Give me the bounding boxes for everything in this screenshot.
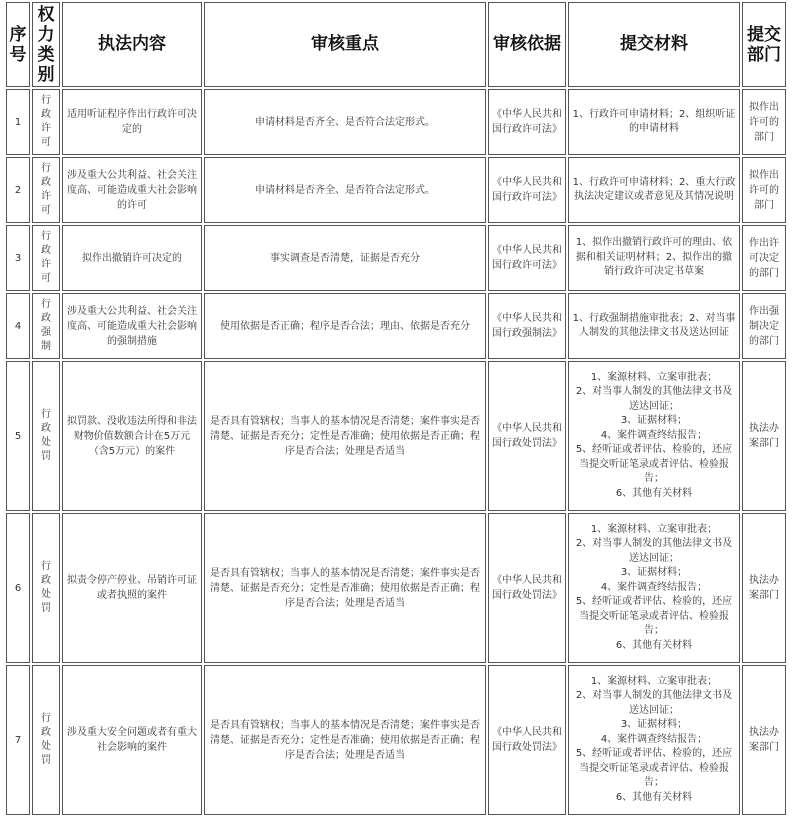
row-basis: 《中华人民共和国行政强制法》	[488, 293, 566, 359]
material-line: 1、案源材料、立案审批表；	[590, 675, 718, 687]
row-dept: 执法办案部门	[742, 513, 786, 663]
row-focus: 事实调查是否清楚，证据是否充分	[204, 225, 486, 291]
header-seq: 序号	[6, 2, 30, 87]
row-content: 涉及重大公共利益、社会关注度高、可能造成重大社会影响的强制措施	[62, 293, 202, 359]
row-focus: 申请材料是否齐全、是否符合法定形式。	[204, 157, 486, 223]
row-content: 拟罚款、没收违法所得和非法财物价值数额合计在5万元（含5万元）的案件	[62, 361, 202, 511]
material-line: 1、案源材料、立案审批表；	[590, 371, 718, 383]
row-content: 涉及重大公共利益、社会关注度高、可能造成重大社会影响的许可	[62, 157, 202, 223]
row-basis: 《中华人民共和国行政许可法》	[488, 157, 566, 223]
material-line: 6、其他有关材料	[615, 639, 693, 651]
row-content: 适用听证程序作出行政许可决定的	[62, 89, 202, 155]
material-line: 3、证据材料；	[620, 415, 688, 427]
row-materials: 1、行政许可申请材料；2、组织听证的申请材料	[568, 89, 740, 155]
table-row	[6, 157, 786, 223]
row-basis: 《中华人民共和国行政处罚法》	[488, 513, 566, 663]
material-line: 4、案件调查终结报告；	[600, 733, 708, 745]
material-line: 3、证据材料；	[620, 567, 688, 579]
row-category: 行政强制	[32, 293, 60, 359]
material-line: 4、案件调查终结报告；	[600, 581, 708, 593]
row-seq: 5	[6, 361, 30, 511]
row-dept: 作出强制决定的部门	[742, 293, 786, 359]
material-line: 2、对当事人制发的其他法律文书及送达回证；	[575, 538, 733, 564]
row-focus: 是否具有管辖权；当事人的基本情况是否清楚；案件事实是否清楚、证据是否充分；定性是否准确；使用依据是否正确；程序是否合法；处理是否适当	[204, 513, 486, 663]
table-row	[6, 513, 786, 663]
row-category: 行政处罚	[32, 361, 60, 511]
material-line: 5、经听证或者评估、检验的，还应当提交听证笔录或者评估、检验报告；	[575, 444, 733, 485]
row-seq: 1	[6, 89, 30, 155]
row-basis: 《中华人民共和国行政许可法》	[488, 89, 566, 155]
row-seq: 7	[6, 665, 30, 815]
header-content: 执法内容	[62, 2, 202, 87]
table-row	[6, 225, 786, 291]
row-content: 涉及重大安全问题或者有重大社会影响的案件	[62, 665, 202, 815]
header-dept: 提交部门	[742, 2, 786, 87]
row-focus: 使用依据是否正确；程序是否合法；理由、依据是否充分	[204, 293, 486, 359]
row-seq: 4	[6, 293, 30, 359]
table-row	[6, 293, 786, 359]
row-focus: 是否具有管辖权；当事人的基本情况是否清楚；案件事实是否清楚、证据是否充分；定性是否准确；使用依据是否正确；程序是否合法；处理是否适当	[204, 361, 486, 511]
table-row	[6, 361, 786, 511]
row-materials	[568, 361, 740, 511]
row-materials	[568, 513, 740, 663]
row-materials: 1、拟作出撤销行政许可的理由、依据和相关证明材料；2、拟作出的撤销行政许可决定书草案	[568, 225, 740, 291]
material-line: 5、经听证或者评估、检验的，还应当提交听证笔录或者评估、检验报告；	[575, 596, 733, 637]
table-row	[6, 665, 786, 815]
header-basis: 审核依据	[488, 2, 566, 87]
row-category: 行政处罚	[32, 513, 60, 663]
row-basis: 《中华人民共和国行政许可法》	[488, 225, 566, 291]
review-table	[4, 0, 788, 817]
row-basis: 《中华人民共和国行政处罚法》	[488, 665, 566, 815]
row-dept: 拟作出许可的部门	[742, 89, 786, 155]
row-focus: 是否具有管辖权；当事人的基本情况是否清楚；案件事实是否清楚、证据是否充分；定性是否准确；使用依据是否正确；程序是否合法；处理是否适当	[204, 665, 486, 815]
material-line: 5、经听证或者评估、检验的，还应当提交听证笔录或者评估、检验报告；	[575, 748, 733, 789]
row-category: 行政许可	[32, 89, 60, 155]
header-category: 权力类别	[32, 2, 60, 87]
table-row	[6, 89, 786, 155]
row-content: 拟作出撤销许可决定的	[62, 225, 202, 291]
material-line: 6、其他有关材料	[615, 487, 693, 499]
material-line: 2、对当事人制发的其他法律文书及送达回证；	[575, 690, 733, 716]
row-seq: 3	[6, 225, 30, 291]
row-dept: 执法办案部门	[742, 361, 786, 511]
material-line: 3、证据材料；	[620, 719, 688, 731]
header-focus: 审核重点	[204, 2, 486, 87]
header-materials: 提交材料	[568, 2, 740, 87]
row-materials: 1、行政许可申请材料；2、重大行政执法决定建议或者意见及其情况说明	[568, 157, 740, 223]
row-seq: 2	[6, 157, 30, 223]
material-line: 6、其他有关材料	[615, 791, 693, 803]
row-dept: 拟作出许可的部门	[742, 157, 786, 223]
material-line: 4、案件调查终结报告；	[600, 429, 708, 441]
material-line: 2、对当事人制发的其他法律文书及送达回证；	[575, 386, 733, 412]
row-category: 行政许可	[32, 157, 60, 223]
row-dept: 执法办案部门	[742, 665, 786, 815]
row-basis: 《中华人民共和国行政处罚法》	[488, 361, 566, 511]
header-row	[6, 2, 786, 87]
row-category: 行政许可	[32, 225, 60, 291]
row-dept: 作出许可决定的部门	[742, 225, 786, 291]
row-materials	[568, 665, 740, 815]
row-content: 拟责令停产停业、吊销许可证或者执照的案件	[62, 513, 202, 663]
row-seq: 6	[6, 513, 30, 663]
row-materials: 1、行政强制措施审批表；2、对当事人制发的其他法律文书及送达回证	[568, 293, 740, 359]
material-line: 1、案源材料、立案审批表；	[590, 523, 718, 535]
row-focus: 申请材料是否齐全、是否符合法定形式。	[204, 89, 486, 155]
row-category: 行政处罚	[32, 665, 60, 815]
